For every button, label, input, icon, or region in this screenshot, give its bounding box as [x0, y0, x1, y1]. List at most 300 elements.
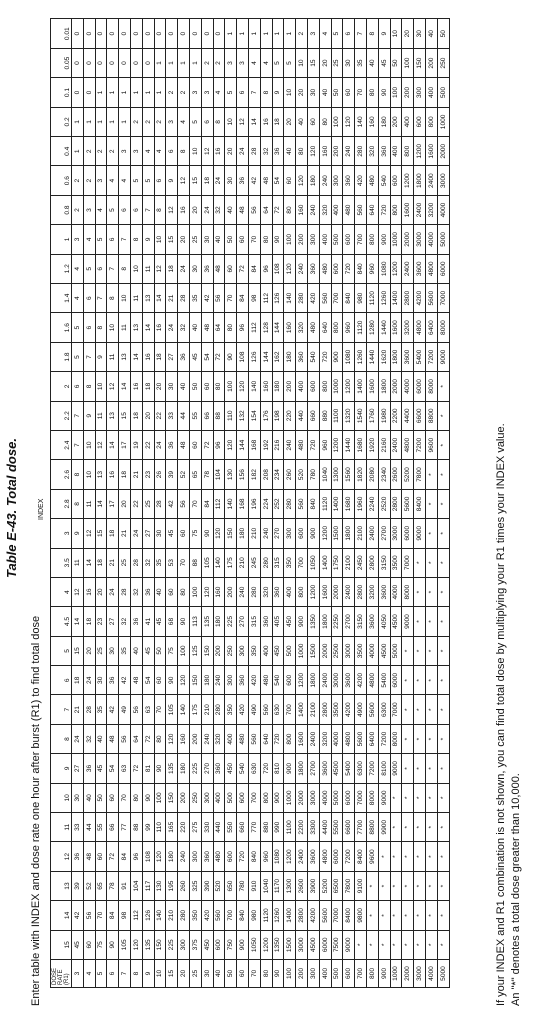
total-dose-cell: 90: [107, 930, 119, 959]
total-dose-cell: 25: [95, 636, 107, 665]
total-dose-cell: *: [414, 842, 426, 871]
total-dose-cell: *: [402, 754, 414, 783]
total-dose-cell: 50: [189, 372, 201, 401]
total-dose-cell: 4: [95, 195, 107, 224]
total-dose-cell: 4800: [366, 666, 378, 695]
total-dose-cell: 300: [178, 930, 190, 959]
total-dose-cell: 60: [343, 78, 355, 107]
total-dose-cell: 100: [189, 577, 201, 606]
total-dose-cell: 400: [425, 78, 437, 107]
dose-rate-cell: 40: [213, 960, 225, 988]
dose-rate-cell: 3: [72, 960, 84, 988]
total-dose-cell: 32: [83, 724, 95, 753]
total-dose-cell: 70: [189, 489, 201, 518]
total-dose-cell: 20: [142, 401, 154, 430]
total-dose-cell: 16: [130, 372, 142, 401]
total-dose-cell: 0: [213, 19, 225, 48]
total-dose-cell: 800: [402, 137, 414, 166]
total-dose-cell: 560: [296, 489, 308, 518]
total-dose-cell: 10: [154, 225, 166, 254]
total-dose-cell: 8800: [366, 813, 378, 842]
total-dose-cell: 198: [272, 401, 284, 430]
total-dose-cell: 2340: [378, 460, 390, 489]
total-dose-cell: 4800: [425, 254, 437, 283]
total-dose-cell: 18: [154, 342, 166, 371]
total-dose-cell: 3600: [402, 342, 414, 371]
total-dose-cell: 600: [213, 930, 225, 959]
total-dose-cell: 72: [130, 754, 142, 783]
total-dose-cell: 1: [237, 19, 249, 48]
table-row: [284, 19, 296, 988]
total-dose-cell: 4800: [402, 430, 414, 459]
total-dose-cell: 120: [343, 107, 355, 136]
total-dose-cell: *: [390, 842, 402, 871]
total-dose-cell: 14: [130, 342, 142, 371]
total-dose-cell: 840: [355, 254, 367, 283]
total-dose-cell: 1: [95, 78, 107, 107]
total-dose-cell: 20: [225, 137, 237, 166]
total-dose-cell: 56: [213, 284, 225, 313]
total-dose-cell: 6: [107, 225, 119, 254]
total-dose-cell: 1200: [319, 519, 331, 548]
total-dose-cell: 1960: [355, 489, 367, 518]
total-dose-cell: 280: [296, 284, 308, 313]
total-dose-cell: 960: [343, 313, 355, 342]
total-dose-cell: 33: [72, 813, 84, 842]
total-dose-cell: *: [437, 813, 449, 842]
total-dose-cell: *: [425, 842, 437, 871]
total-dose-cell: 20: [83, 636, 95, 665]
total-dose-cell: 6: [72, 372, 84, 401]
total-dose-cell: 3600: [366, 607, 378, 636]
total-dose-cell: 1540: [355, 401, 367, 430]
total-dose-cell: 4: [83, 225, 95, 254]
index-header-cell: 1: [51, 225, 72, 254]
index-header-cell: 4: [51, 577, 72, 606]
total-dose-cell: *: [414, 548, 426, 577]
total-dose-cell: 20: [402, 19, 414, 48]
total-dose-cell: 7800: [414, 460, 426, 489]
total-dose-cell: 600: [343, 225, 355, 254]
total-dose-cell: 280: [284, 489, 296, 518]
total-dose-cell: 13: [119, 342, 131, 371]
total-dose-cell: 40: [213, 225, 225, 254]
total-dose-cell: 10: [83, 460, 95, 489]
total-dose-cell: 78: [201, 460, 213, 489]
table-row: [366, 19, 378, 988]
total-dose-cell: 45: [95, 754, 107, 783]
total-dose-cell: 350: [189, 901, 201, 930]
total-dose-cell: 2700: [343, 607, 355, 636]
total-dose-cell: 48: [107, 724, 119, 753]
total-dose-cell: 7200: [366, 754, 378, 783]
total-dose-cell: 11: [107, 342, 119, 371]
total-dose-cell: 400: [331, 195, 343, 224]
total-dose-cell: 140: [225, 489, 237, 518]
total-dose-cell: 8000: [366, 783, 378, 812]
total-dose-cell: 200: [425, 48, 437, 77]
total-dose-cell: 4050: [378, 607, 390, 636]
total-dose-cell: 17: [107, 489, 119, 518]
total-dose-cell: 900: [237, 930, 249, 959]
total-dose-cell: 330: [201, 813, 213, 842]
table-row: [319, 19, 331, 988]
total-dose-cell: 1120: [355, 313, 367, 342]
total-dose-cell: 1120: [366, 284, 378, 313]
total-dose-cell: 6000: [390, 666, 402, 695]
total-dose-cell: 300: [201, 783, 213, 812]
total-dose-cell: 2000: [331, 577, 343, 606]
total-dose-cell: 4: [142, 137, 154, 166]
total-dose-cell: 132: [237, 401, 249, 430]
total-dose-cell: 2800: [296, 901, 308, 930]
total-dose-cell: 11: [130, 284, 142, 313]
total-dose-cell: 36: [201, 254, 213, 283]
total-dose-cell: 1: [225, 19, 237, 48]
total-dose-cell: 150: [225, 519, 237, 548]
total-dose-cell: 64: [213, 313, 225, 342]
index-header-cell: 2: [51, 372, 72, 401]
total-dose-cell: 12: [72, 577, 84, 606]
total-dose-cell: 154: [248, 401, 260, 430]
table-row: [272, 19, 284, 988]
total-dose-cell: 480: [366, 166, 378, 195]
total-dose-cell: 7500: [331, 930, 343, 959]
total-dose-cell: 48: [178, 430, 190, 459]
total-dose-cell: *: [425, 460, 437, 489]
total-dose-cell: *: [425, 695, 437, 724]
index-header-cell: 13: [51, 871, 72, 900]
total-dose-cell: 120: [178, 666, 190, 695]
total-dose-cell: 600: [390, 166, 402, 195]
total-dose-cell: *: [425, 930, 437, 959]
table-row: [95, 19, 107, 988]
total-dose-cell: 6: [166, 137, 178, 166]
total-dose-cell: 6000: [319, 930, 331, 959]
total-dose-cell: 2700: [307, 754, 319, 783]
table-row: [437, 19, 449, 988]
total-dose-cell: 1280: [366, 313, 378, 342]
total-dose-cell: 360: [272, 577, 284, 606]
total-dose-cell: 8: [95, 313, 107, 342]
total-dose-cell: 180: [272, 372, 284, 401]
total-dose-cell: 2400: [343, 577, 355, 606]
total-dose-cell: 540: [272, 666, 284, 695]
table-row: [213, 19, 225, 988]
total-dose-cell: 14: [107, 430, 119, 459]
total-dose-cell: 36: [142, 577, 154, 606]
total-dose-cell: *: [437, 666, 449, 695]
total-dose-cell: 9000: [378, 783, 390, 812]
total-dose-cell: 800: [425, 107, 437, 136]
dose-rate-cell: 90: [272, 960, 284, 988]
total-dose-cell: 150: [414, 48, 426, 77]
total-dose-cell: 5600: [366, 695, 378, 724]
dose-rate-cell: 700: [355, 960, 367, 988]
dose-rate-cell: 10: [154, 960, 166, 988]
total-dose-cell: 360: [296, 342, 308, 371]
total-dose-cell: 840: [343, 284, 355, 313]
total-dose-cell: 60: [225, 254, 237, 283]
total-dose-cell: 7200: [414, 430, 426, 459]
total-dose-cell: 80: [130, 783, 142, 812]
total-dose-cell: 36: [130, 607, 142, 636]
total-dose-cell: 360: [201, 842, 213, 871]
total-dose-cell: 104: [130, 871, 142, 900]
total-dose-cell: 240: [319, 166, 331, 195]
total-dose-cell: 2800: [390, 489, 402, 518]
total-dose-cell: 72: [237, 254, 249, 283]
total-dose-cell: 720: [260, 754, 272, 783]
total-dose-cell: 56: [119, 724, 131, 753]
total-dose-cell: 180: [378, 107, 390, 136]
total-dose-cell: 270: [237, 607, 249, 636]
total-dose-cell: 2000: [437, 137, 449, 166]
total-dose-cell: 200: [390, 107, 402, 136]
total-dose-cell: *: [437, 372, 449, 401]
total-dose-cell: 140: [154, 901, 166, 930]
total-dose-cell: 120: [237, 372, 249, 401]
total-dose-cell: 900: [307, 519, 319, 548]
total-dose-cell: 2000: [402, 225, 414, 254]
total-dose-cell: 35: [355, 48, 367, 77]
total-dose-cell: 168: [248, 430, 260, 459]
total-dose-cell: 160: [319, 137, 331, 166]
total-dose-cell: 9: [272, 78, 284, 107]
total-dose-cell: 78: [107, 871, 119, 900]
dose-rate-header-line: (R1): [64, 973, 70, 985]
index-header-cell: 0.4: [51, 137, 72, 166]
total-dose-cell: 600: [331, 254, 343, 283]
total-dose-cell: 3: [201, 78, 213, 107]
note-multiply: If your INDEX and R1 combination is not shown, you can find total dose by multiplying your R1 times your INDEX value.: [495, 423, 507, 1006]
total-dose-cell: 5: [83, 254, 95, 283]
total-dose-cell: 1600: [402, 195, 414, 224]
total-dose-cell: 28: [119, 577, 131, 606]
index-header-cell: 12: [51, 842, 72, 871]
index-header-cell: 3: [51, 519, 72, 548]
total-dose-cell: 20: [154, 372, 166, 401]
total-dose-cell: 60: [201, 372, 213, 401]
total-dose-cell: 80: [284, 195, 296, 224]
total-dose-cell: 1200: [260, 930, 272, 959]
total-dose-cell: 144: [237, 430, 249, 459]
total-dose-cell: 2800: [355, 577, 367, 606]
total-dose-cell: 6000: [331, 842, 343, 871]
total-dose-cell: 192: [260, 430, 272, 459]
total-dose-cell: 200: [331, 137, 343, 166]
total-dose-cell: 5500: [331, 813, 343, 842]
total-dose-cell: 50: [225, 225, 237, 254]
total-dose-cell: 100: [331, 107, 343, 136]
total-dose-cell: 4200: [343, 695, 355, 724]
total-dose-cell: *: [425, 871, 437, 900]
total-dose-cell: 24: [130, 519, 142, 548]
dose-rate-cell: 60: [237, 960, 249, 988]
total-dose-cell: 90: [378, 78, 390, 107]
total-dose-cell: 3: [166, 107, 178, 136]
total-dose-cell: *: [437, 871, 449, 900]
total-dose-cell: 3000: [437, 166, 449, 195]
total-dose-cell: 600: [225, 842, 237, 871]
total-dose-cell: 45: [72, 930, 84, 959]
total-dose-cell: 5: [225, 78, 237, 107]
index-header-cell: 2.8: [51, 489, 72, 518]
index-header-cell: 2.4: [51, 430, 72, 459]
total-dose-cell: 1260: [378, 284, 390, 313]
total-dose-cell: 12: [178, 166, 190, 195]
total-dose-cell: 0: [95, 48, 107, 77]
total-dose-cell: 30: [414, 19, 426, 48]
total-dose-cell: *: [414, 666, 426, 695]
total-dose-cell: 560: [213, 901, 225, 930]
total-dose-cell: 1800: [296, 754, 308, 783]
total-dose-cell: 4: [72, 284, 84, 313]
total-dose-cell: 1400: [331, 489, 343, 518]
total-dose-cell: 48: [201, 313, 213, 342]
total-dose-cell: 1000: [296, 636, 308, 665]
total-dose-cell: 7: [72, 430, 84, 459]
total-dose-cell: 660: [237, 813, 249, 842]
total-dose-cell: 900: [296, 607, 308, 636]
table-title: Table E-43. Total dose.: [4, 438, 19, 578]
total-dose-cell: 3500: [390, 548, 402, 577]
total-dose-cell: 70: [248, 225, 260, 254]
total-dose-cell: 13: [107, 401, 119, 430]
total-dose-cell: *: [355, 930, 367, 959]
total-dose-cell: 800: [366, 225, 378, 254]
total-dose-cell: 1400: [390, 284, 402, 313]
total-dose-cell: 42: [119, 666, 131, 695]
total-dose-cell: 240: [284, 430, 296, 459]
total-dose-cell: 30: [225, 166, 237, 195]
total-dose-cell: 560: [260, 695, 272, 724]
total-dose-cell: 8800: [425, 401, 437, 430]
total-dose-cell: 130: [154, 871, 166, 900]
total-dose-cell: 2600: [296, 871, 308, 900]
total-dose-cell: 240: [296, 254, 308, 283]
total-dose-cell: 150: [166, 783, 178, 812]
total-dose-cell: 7000: [402, 548, 414, 577]
total-dose-cell: 108: [237, 342, 249, 371]
total-dose-cell: 108: [272, 254, 284, 283]
total-dose-cell: 21: [130, 460, 142, 489]
total-dose-cell: 1320: [343, 401, 355, 430]
total-dose-cell: 700: [248, 783, 260, 812]
total-dose-cell: 3900: [307, 871, 319, 900]
total-dose-cell: 60: [83, 930, 95, 959]
total-dose-cell: 100: [390, 78, 402, 107]
total-dose-cell: 770: [248, 813, 260, 842]
total-dose-cell: 8: [130, 225, 142, 254]
table-row: [178, 19, 190, 988]
total-dose-cell: 9: [72, 519, 84, 548]
total-dose-cell: 2: [130, 107, 142, 136]
total-dose-cell: 1: [107, 78, 119, 107]
total-dose-cell: 7800: [343, 871, 355, 900]
total-dose-cell: 24: [213, 166, 225, 195]
total-dose-cell: 10: [225, 107, 237, 136]
total-dose-cell: 21: [166, 284, 178, 313]
total-dose-cell: 45: [154, 607, 166, 636]
dose-rate-cell: 80: [260, 960, 272, 988]
total-dose-cell: 25: [142, 489, 154, 518]
total-dose-cell: *: [414, 871, 426, 900]
total-dose-cell: 720: [378, 195, 390, 224]
total-dose-cell: 600: [414, 107, 426, 136]
dose-rate-header-line: RATE: [58, 969, 64, 985]
total-dose-cell: 3500: [331, 695, 343, 724]
total-dose-cell: 1: [154, 48, 166, 77]
total-dose-cell: 45: [189, 342, 201, 371]
total-dose-cell: 0: [119, 19, 131, 48]
total-dose-cell: 60: [237, 225, 249, 254]
total-dose-cell: 140: [248, 372, 260, 401]
dose-rate-cell: 6: [107, 960, 119, 988]
total-dose-cell: 23: [142, 460, 154, 489]
total-dose-cell: *: [437, 783, 449, 812]
table-instructions: Enter table with INDEX and dose rate one hour after burst (R1) to find total dose: [30, 615, 42, 1006]
total-dose-cell: 5: [95, 225, 107, 254]
total-dose-cell: 14: [142, 313, 154, 342]
total-dose-cell: 4: [319, 19, 331, 48]
total-dose-cell: 450: [201, 930, 213, 959]
total-dose-cell: 1800: [343, 519, 355, 548]
total-dose-cell: 28: [154, 489, 166, 518]
total-dose-cell: *: [425, 813, 437, 842]
total-dose-cell: 75: [189, 519, 201, 548]
total-dose-cell: *: [402, 783, 414, 812]
total-dose-cell: 120: [166, 724, 178, 753]
total-dose-cell: 160: [213, 577, 225, 606]
total-dose-cell: 168: [237, 489, 249, 518]
total-dose-cell: 320: [296, 313, 308, 342]
total-dose-cell: 84: [201, 489, 213, 518]
total-dose-cell: 45: [166, 519, 178, 548]
dose-rate-cell: 5000: [437, 960, 449, 988]
total-dose-cell: *: [414, 724, 426, 753]
total-dose-cell: 500: [225, 783, 237, 812]
total-dose-cell: 180: [178, 754, 190, 783]
total-dose-cell: 4500: [378, 636, 390, 665]
total-dose-cell: 1050: [307, 548, 319, 577]
total-dose-cell: 120: [296, 166, 308, 195]
total-dose-cell: 5: [272, 48, 284, 77]
total-dose-cell: 5: [331, 19, 343, 48]
total-dose-cell: 640: [319, 313, 331, 342]
dose-rate-cell: 15: [166, 960, 178, 988]
total-dose-cell: 3300: [307, 813, 319, 842]
total-dose-cell: 320: [260, 577, 272, 606]
total-dose-cell: 2100: [343, 548, 355, 577]
total-dose-cell: 1680: [355, 430, 367, 459]
total-dose-cell: 12: [95, 430, 107, 459]
total-dose-cell: 48: [260, 166, 272, 195]
dose-rate-cell: 5: [95, 960, 107, 988]
total-dose-cell: 5600: [355, 724, 367, 753]
total-dose-cell: *: [437, 401, 449, 430]
total-dose-cell: 96: [130, 842, 142, 871]
index-header-cell: 9: [51, 754, 72, 783]
total-dose-cell: 2600: [390, 460, 402, 489]
total-dose-cell: 390: [201, 871, 213, 900]
total-dose-cell: 3600: [307, 842, 319, 871]
total-dose-cell: 810: [272, 754, 284, 783]
total-dose-cell: 1350: [307, 607, 319, 636]
total-dose-cell: 1600: [425, 137, 437, 166]
total-dose-cell: 300: [225, 666, 237, 695]
total-dose-cell: 1: [107, 107, 119, 136]
